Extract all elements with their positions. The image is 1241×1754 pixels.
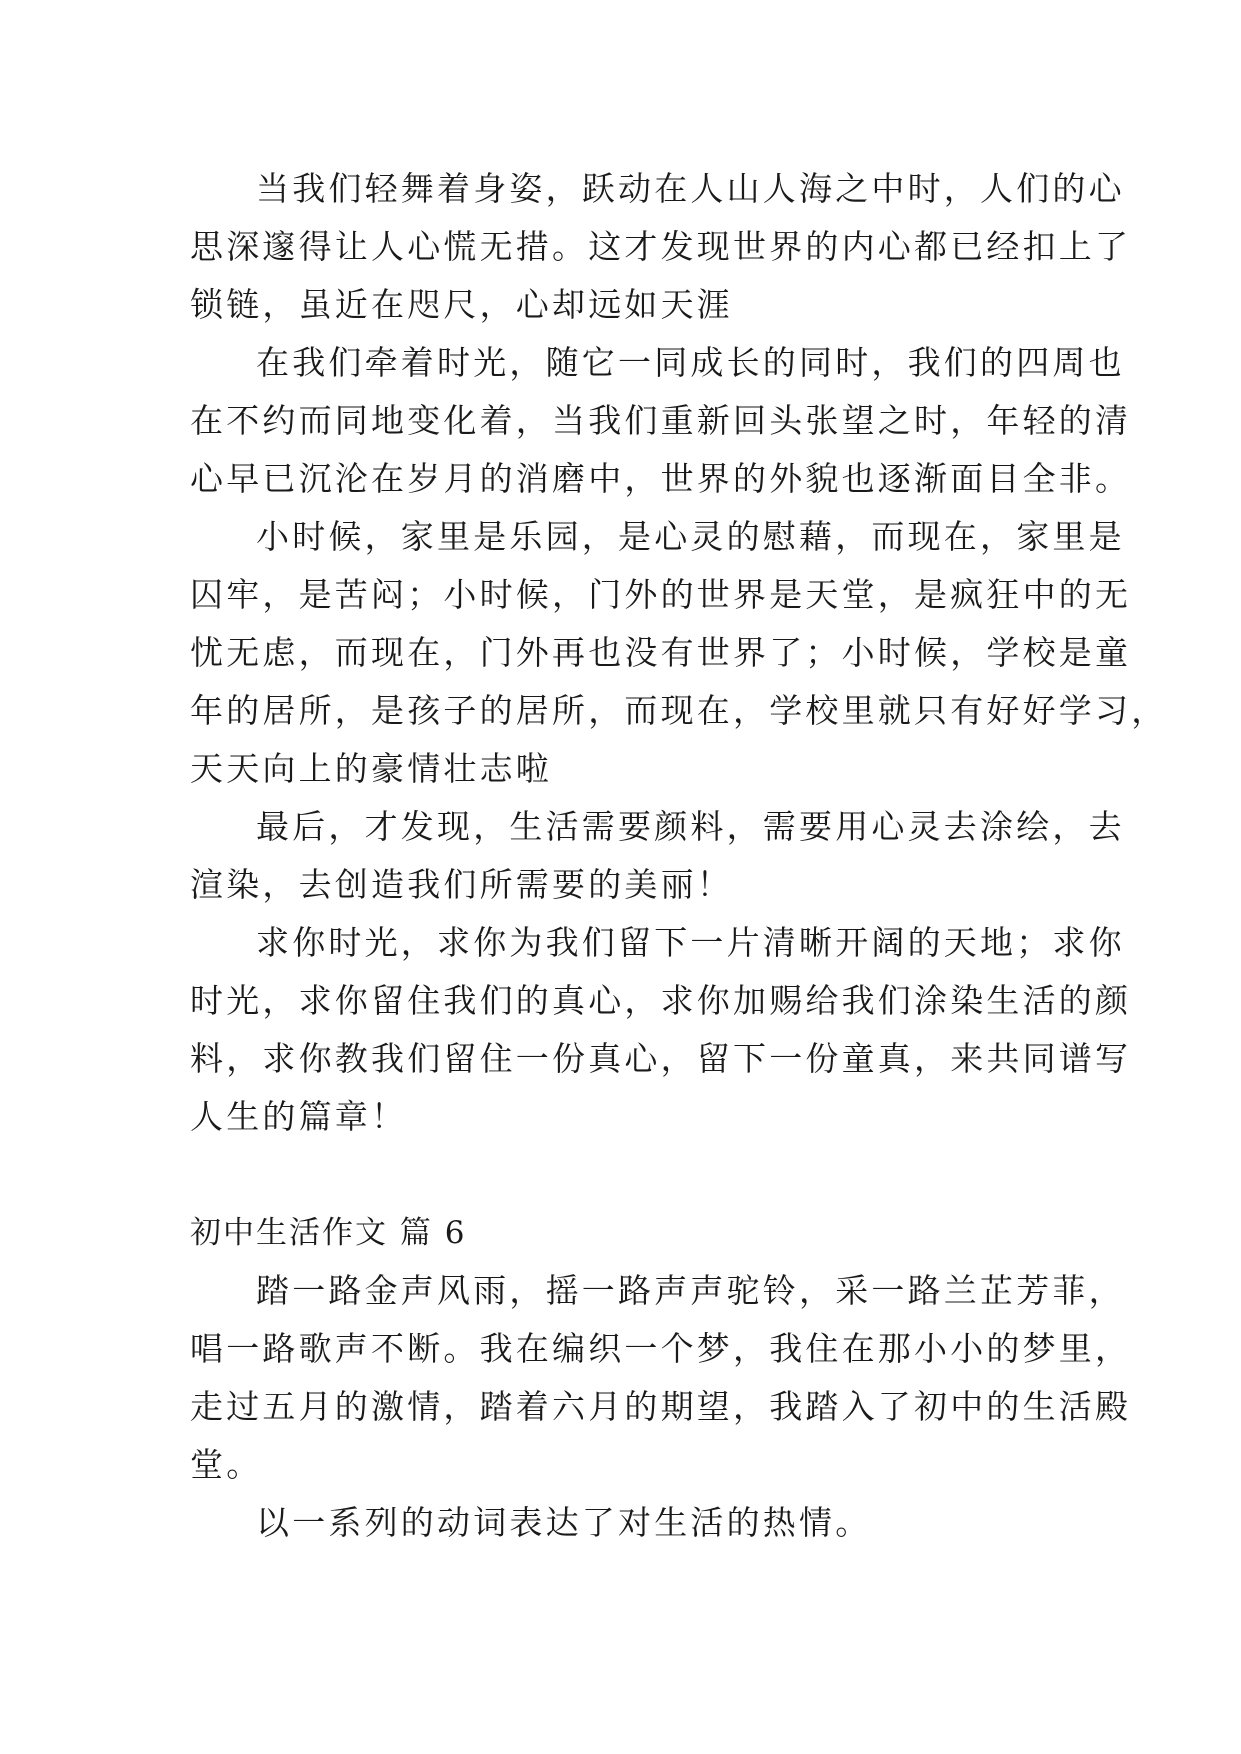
section-heading: 初中生活作文 篇 6: [190, 1215, 467, 1251]
text-line: 小时候，家里是乐园，是心灵的慰藉，而现在，家里是: [256, 517, 1125, 556]
paragraph: [190, 160, 1132, 334]
text-line: 求你时光，求你为我们留下一片清晰开阔的天地；求你: [256, 923, 1125, 962]
paragraph: [190, 914, 1132, 1146]
document-page: [190, 160, 1168, 1552]
text-line: 走过五月的激情，踏着六月的期望，我踏入了初中的生活殿: [190, 1387, 1132, 1426]
text-line: 人生的篇章！: [190, 1097, 408, 1136]
text-line: 年的居所，是孩子的居所，而现在，学校里就只有好好学习，: [190, 691, 1168, 730]
text-line: 在我们牵着时光，随它一同成长的同时，我们的四周也: [256, 343, 1125, 382]
paragraph: [190, 1494, 1070, 1552]
text-line: 堂。: [190, 1445, 263, 1484]
text-line: 锁链，虽近在咫尺，心却远如天涯: [190, 285, 733, 324]
text-line: 思深邃得让人心慌无措。这才发现世界的内心都已经扣上了: [190, 227, 1132, 266]
text-line: 唱一路歌声不断。我在编织一个梦，我住在那小小的梦里，: [190, 1329, 1132, 1368]
paragraph: [190, 798, 1125, 914]
paragraph: [190, 1262, 1132, 1494]
text-line: 心早已沉沦在岁月的消磨中，世界的外貌也逐渐面目全非。: [190, 459, 1132, 498]
text-line: 忧无虑，而现在，门外再也没有世界了；小时候，学校是童: [190, 633, 1132, 672]
text-line: 最后，才发现，生活需要颜料，需要用心灵去涂绘，去: [256, 807, 1125, 846]
text-line: 囚牢，是苦闷；小时候，门外的世界是天堂，是疯狂中的无: [190, 575, 1132, 614]
text-line: 天天向上的豪情壮志啦: [190, 749, 552, 788]
text-line: 当我们轻舞着身姿，跃动在人山人海之中时，人们的心: [256, 169, 1125, 208]
text-line: 在不约而同地变化着，当我们重新回头张望之时，年轻的清: [190, 401, 1132, 440]
text-line: 以一系列的动词表达了对生活的热情。: [256, 1503, 872, 1542]
text-line: 料，求你教我们留住一份真心，留下一份童真，来共同谱写: [190, 1039, 1132, 1078]
text-line: 踏一路金声风雨，摇一路声声驼铃，采一路兰芷芳菲，: [256, 1271, 1125, 1310]
paragraph: [190, 334, 1132, 508]
paragraph: [190, 508, 1168, 798]
text-line: 时光，求你留住我们的真心，求你加赐给我们涂染生活的颜: [190, 981, 1132, 1020]
text-line: 渲染，去创造我们所需要的美丽！: [190, 865, 733, 904]
